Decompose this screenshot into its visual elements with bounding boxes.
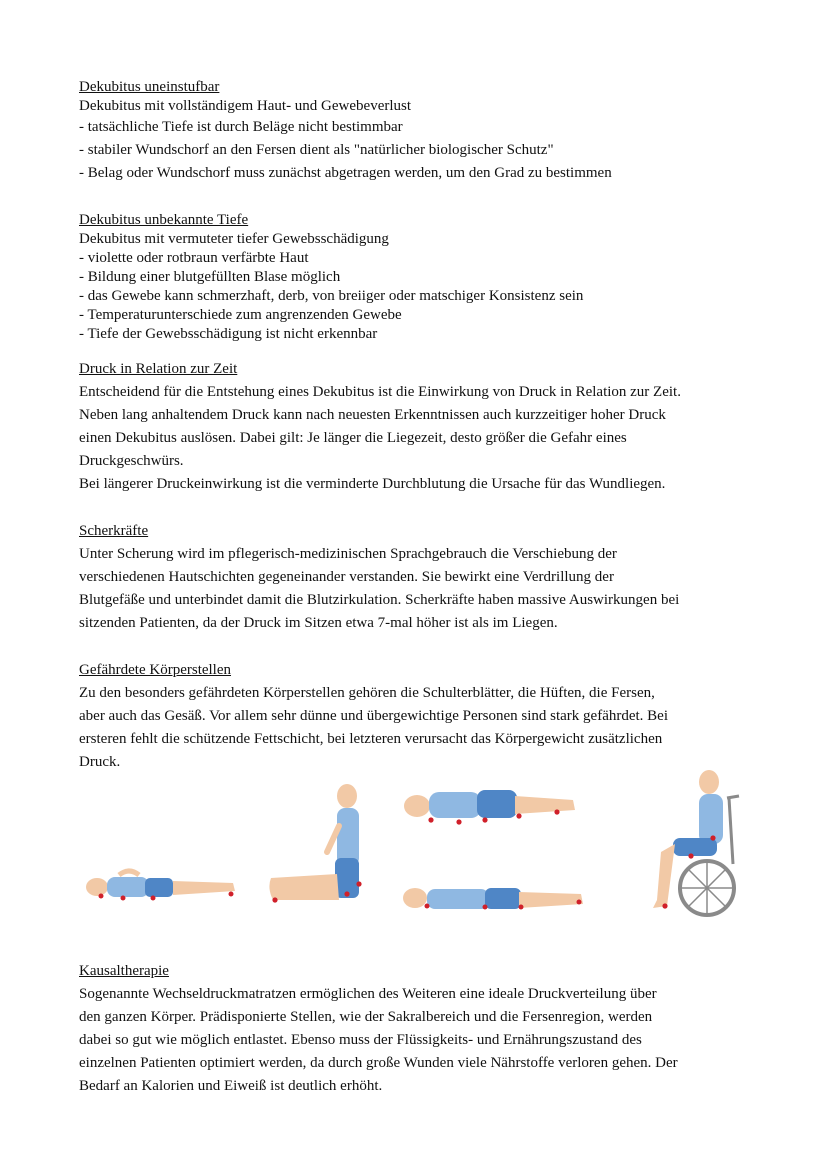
intro-unknown-depth: Dekubitus mit vermuteter tiefer Gewebsschädigung: [79, 231, 389, 247]
section-body-sites: [79, 659, 759, 774]
paragraph-line: Zu den besonders gefährdeten Körperstellen gehören die Schulterblätter, die Hüften, die Fersen,: [79, 685, 655, 701]
paragraph-line: ersteren fehlt die schützende Fettschicht, bei letzteren verursacht das Körpergewicht zusätzlichen: [79, 731, 663, 747]
side-lying-patient-figure: [397, 782, 579, 830]
supine-patient-figure: [83, 867, 241, 909]
section-unstageable: [79, 78, 759, 116]
paragraph-line: Bei längerer Druckeinwirkung ist die verminderte Durchblutung die Ursache für das Wundliegen.: [79, 476, 666, 492]
paragraph-line: Neben lang anhaltendem Druck kann nach neuesten Erkenntnissen auch kurzzeitiger hoher Druck: [79, 407, 666, 423]
paragraph-line: Entscheidend für die Entstehung eines Dekubitus ist die Einwirkung von Druck in Relation zur Zeit.: [79, 384, 681, 400]
section-shear: [79, 520, 759, 635]
paragraph-line: aber auch das Gesäß. Vor allem sehr dünne und übergewichtige Personen sind stark gefährdet. Bei: [79, 708, 668, 724]
sitting-patient-figure: [267, 782, 369, 920]
heading-unknown-depth: Dekubitus unbekannte Tiefe: [79, 212, 249, 228]
list-item: - tatsächliche Tiefe ist durch Beläge nicht bestimmbar: [79, 119, 403, 135]
wheelchair-patient-figure: [643, 768, 743, 924]
paragraph-line: einen Dekubitus auslösen. Dabei gilt: Je länger die Liegezeit, desto größer die Gefahr eines: [79, 430, 627, 446]
paragraph-line: verschiedenen Hautschichten gegeneinander verstanden. Sie bewirkt eine Verdrillung der: [79, 569, 614, 585]
paragraph-line: den ganzen Körper. Prädisponierte Stellen, wie der Sakralbereich und die Fersenregion, werden: [79, 1009, 653, 1025]
pressure-points-illustration: [79, 782, 759, 932]
section-pressure-time: [79, 358, 759, 496]
list-item: - das Gewebe kann schmerzhaft, derb, von breiiger oder matschiger Konsistenz sein: [79, 288, 584, 304]
list-item: - stabiler Wundschorf an den Fersen dient als "natürlicher biologischer Schutz": [79, 142, 554, 158]
paragraph-line: dabei so gut wie möglich entlastet. Ebenso muss der Flüssigkeits- und Ernährungszustand des: [79, 1032, 642, 1048]
heading-causal-therapy: Kausaltherapie: [79, 963, 169, 979]
heading-pressure-time: Druck in Relation zur Zeit: [79, 361, 238, 377]
list-unstageable: [79, 116, 759, 185]
section-unknown-depth: [79, 211, 759, 344]
paragraph-line: Unter Scherung wird im pflegerisch-medizinischen Sprachgebrauch die Verschiebung der: [79, 546, 617, 562]
paragraph-line: Bedarf an Kalorien und Eiweiß ist deutlich erhöht.: [79, 1078, 383, 1094]
list-item: - Tiefe der Gewebsschädigung ist nicht erkennbar: [79, 326, 378, 342]
document-page: [79, 78, 759, 1098]
paragraph-line: sitzenden Patienten, da der Druck im Sitzen etwa 7-mal höher ist als im Liegen.: [79, 615, 558, 631]
heading-shear: Scherkräfte: [79, 523, 149, 539]
list-item: - Temperaturunterschiede zum angrenzenden Gewebe: [79, 307, 402, 323]
paragraph-line: Druck.: [79, 754, 121, 770]
paragraph-line: Druckgeschwürs.: [79, 453, 184, 469]
list-item: - violette oder rotbraun verfärbte Haut: [79, 250, 309, 266]
prone-patient-figure: [397, 880, 587, 918]
list-item: - Belag oder Wundschorf muss zunächst abgetragen werden, um den Grad zu bestimmen: [79, 165, 612, 181]
intro-unstageable: Dekubitus mit vollständigem Haut- und Gewebeverlust: [79, 98, 412, 114]
paragraph-line: einzelnen Patienten optimiert werden, da durch große Wunden viele Nährstoffe verloren gehen. Der: [79, 1055, 678, 1071]
list-item: - Bildung einer blutgefüllten Blase möglich: [79, 269, 341, 285]
section-causal-therapy: [79, 960, 759, 1098]
heading-body-sites: Gefährdete Körperstellen: [79, 662, 232, 678]
heading-unstageable: Dekubitus uneinstufbar: [79, 79, 220, 95]
paragraph-line: Blutgefäße und unterbindet damit die Blutzirkulation. Scherkräfte haben massive Auswirkungen bei: [79, 592, 680, 608]
paragraph-line: Sogenannte Wechseldruckmatratzen ermöglichen des Weiteren eine ideale Druckverteilung über: [79, 986, 657, 1002]
